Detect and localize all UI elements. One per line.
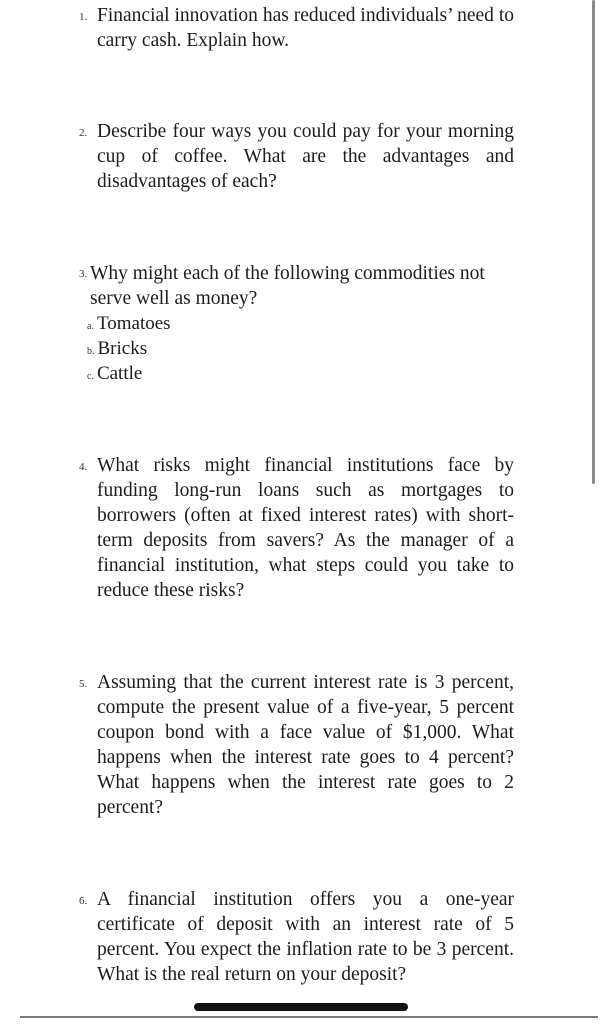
question-number: 5. xyxy=(79,678,88,690)
sub-item-a xyxy=(87,311,171,339)
question-text: Assuming that the current interest rate is 3 percent, compute the present value of a five-year, 5 percent coupon bond with a face value of $1,000. What happens when the interest rate goes to 4 percent? What happens when the interest rate goes to 2 percent? xyxy=(97,672,514,818)
sub-item-text: Bricks xyxy=(97,338,148,359)
sub-item-c xyxy=(87,361,142,389)
sub-item-text: Cattle xyxy=(96,363,143,384)
question-number: 4. xyxy=(79,461,88,473)
home-indicator[interactable] xyxy=(194,1003,408,1011)
question-number: 3. xyxy=(79,268,88,280)
sub-item-label: a. xyxy=(87,321,94,332)
question-text: Financial innovation has reduced individuals’ need to carry cash. Explain how. xyxy=(97,5,514,51)
question-text: A financial institution offers you a one-year certificate of deposit with an interest rate of 5 percent. You expect the inflation rate to be 3 percent. What is the real return on your deposit? xyxy=(97,889,514,985)
question-number: 2. xyxy=(79,127,88,139)
sub-item-label: c. xyxy=(87,371,94,382)
question-text: Why might each of the following commodities not serve well as money? xyxy=(90,263,485,309)
question-number: 6. xyxy=(79,895,88,907)
question-number: 1. xyxy=(79,11,88,23)
question-text: What risks might financial institutions face by funding long-run loans such as mortgages to borrowers (often at fixed interest rates) with short-term deposits from savers? As the manager of a financial institution, what steps could you take to reduce these risks? xyxy=(97,455,514,601)
sub-item-b xyxy=(87,336,147,364)
sub-item-text: Tomatoes xyxy=(96,313,171,334)
question-text: Describe four ways you could pay for your morning cup of coffee. What are the advantages and disadvantages of each? xyxy=(97,121,514,192)
scrollbar[interactable] xyxy=(592,0,595,484)
sub-item-label: b. xyxy=(87,346,95,357)
page-divider xyxy=(20,1016,598,1018)
